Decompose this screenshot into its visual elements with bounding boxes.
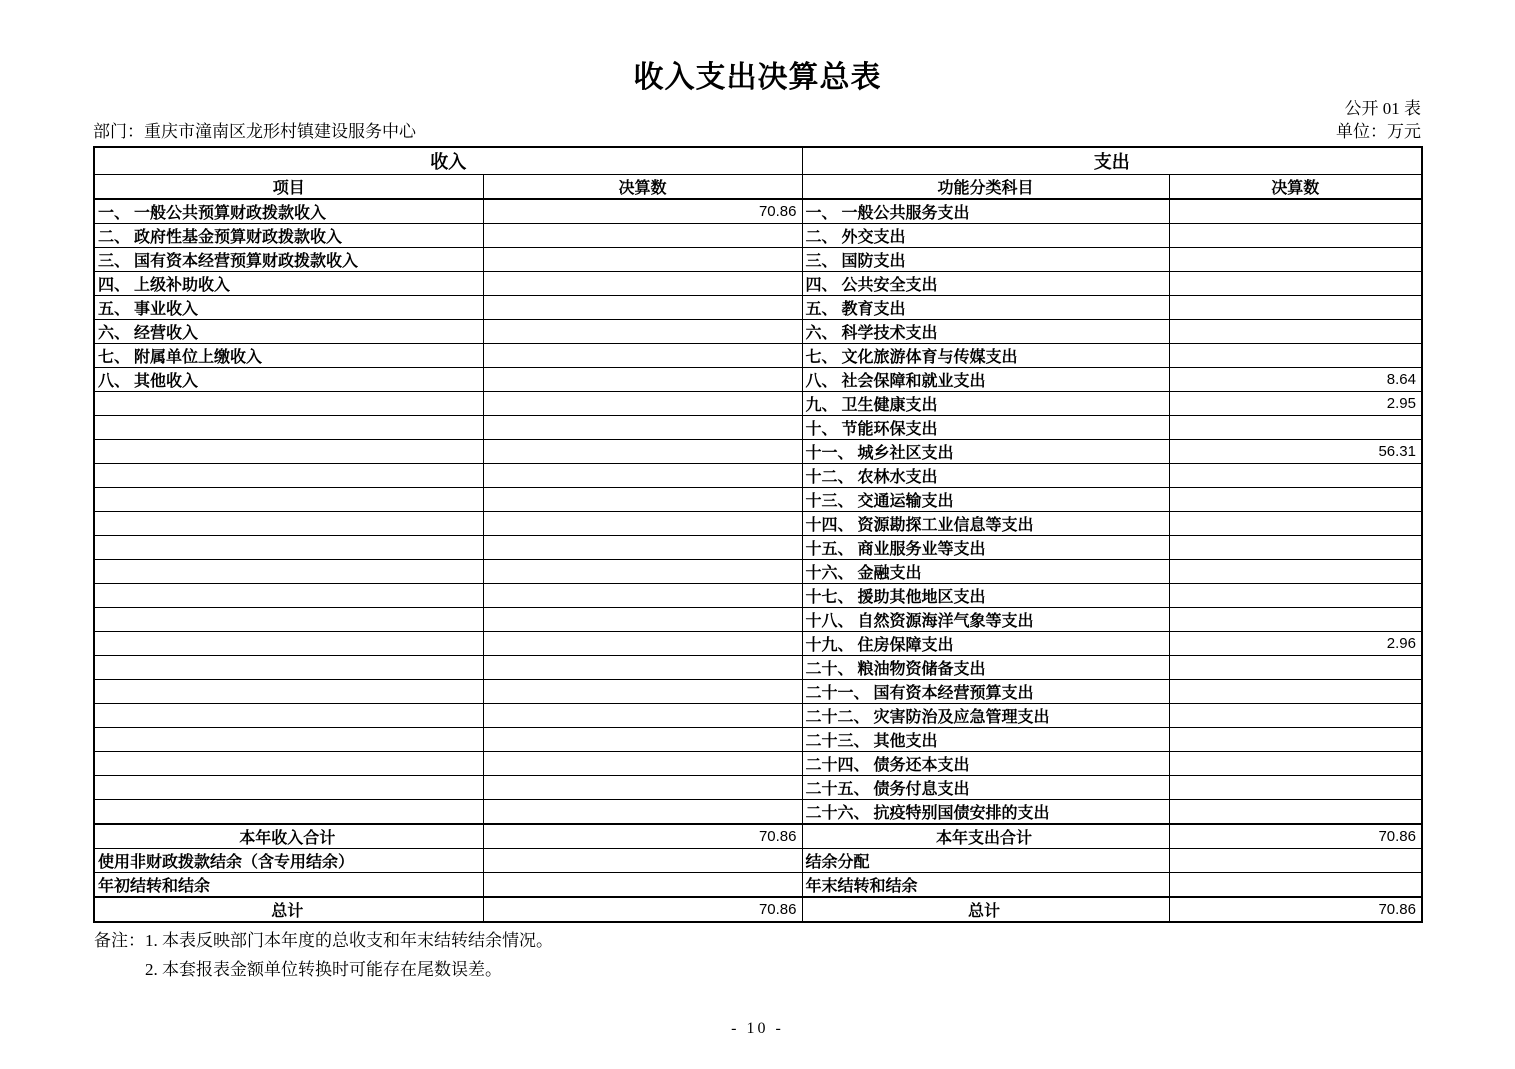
- income-amount-cell: [483, 320, 802, 344]
- income-item-cell: [94, 584, 483, 608]
- table-row: [94, 776, 1422, 800]
- expenditure-item-cell: 十九、 住房保障支出: [802, 632, 1169, 656]
- income-item-cell: [94, 752, 483, 776]
- expenditure-item-cell: 二十、 粮油物资储备支出: [802, 656, 1169, 680]
- expenditure-item-cell: 十七、 援助其他地区支出: [802, 584, 1169, 608]
- expenditure-amount-cell: [1169, 584, 1422, 608]
- expenditure-amount-cell: 70.86: [1169, 897, 1422, 922]
- expenditure-amount-cell: [1169, 728, 1422, 752]
- expenditure-item-cell: 结余分配: [802, 849, 1169, 873]
- expenditure-item-cell: 十五、 商业服务业等支出: [802, 536, 1169, 560]
- expenditure-item-cell: 十三、 交通运输支出: [802, 488, 1169, 512]
- expenditure-amount-cell: [1169, 680, 1422, 704]
- income-item-cell: [94, 608, 483, 632]
- income-amount-cell: [483, 512, 802, 536]
- income-amount-cell: [483, 728, 802, 752]
- page-number: - 10 -: [731, 1020, 784, 1037]
- expenditure-amount-cell: [1169, 512, 1422, 536]
- income-item-cell: 七、 附属单位上缴收入: [94, 344, 483, 368]
- expenditure-item-cell: 十八、 自然资源海洋气象等支出: [802, 608, 1169, 632]
- income-item-cell: [94, 800, 483, 825]
- income-amount-cell: [483, 680, 802, 704]
- expenditure-item-cell: 十、 节能环保支出: [802, 416, 1169, 440]
- expenditure-amount-cell: [1169, 536, 1422, 560]
- income-item-cell: 六、 经营收入: [94, 320, 483, 344]
- expenditure-item-cell: 四、 公共安全支出: [802, 272, 1169, 296]
- expenditure-item-cell: 二十二、 灾害防治及应急管理支出: [802, 704, 1169, 728]
- table-row: [94, 728, 1422, 752]
- table-row: [94, 488, 1422, 512]
- income-item-cell: [94, 728, 483, 752]
- expenditure-item-cell: 八、 社会保障和就业支出: [802, 368, 1169, 392]
- table-row: [94, 849, 1422, 873]
- income-amount-cell: 70.86: [483, 824, 802, 849]
- income-amount-cell: [483, 224, 802, 248]
- expenditure-item-cell: 六、 科学技术支出: [802, 320, 1169, 344]
- income-amount-cell: [483, 488, 802, 512]
- expenditure-amount-cell: 56.31: [1169, 440, 1422, 464]
- table-row: [94, 464, 1422, 488]
- expenditure-item-cell: 年末结转和结余: [802, 873, 1169, 898]
- expenditure-amount-cell: [1169, 199, 1422, 224]
- income-amount-cell: [483, 776, 802, 800]
- expenditure-item-cell: 十四、 资源勘探工业信息等支出: [802, 512, 1169, 536]
- income-item-cell: 三、 国有资本经营预算财政拨款收入: [94, 248, 483, 272]
- income-amount-cell: 70.86: [483, 897, 802, 922]
- table-row: [94, 608, 1422, 632]
- income-item-cell: 使用非财政拨款结余（含专用结余）: [94, 849, 483, 873]
- income-group-header: 收入: [94, 147, 802, 175]
- expenditure-item-cell: 十二、 农林水支出: [802, 464, 1169, 488]
- table-row: [94, 224, 1422, 248]
- table-code: 公开 01 表: [1344, 99, 1421, 118]
- department-label: 部门：重庆市潼南区龙形村镇建设服务中心: [93, 122, 416, 141]
- expenditure-amount-cell: [1169, 488, 1422, 512]
- note-line: 2. 本套报表金额单位转换时可能存在尾数误差。: [145, 960, 502, 979]
- table-row: [94, 656, 1422, 680]
- expenditure-item-cell: 七、 文化旅游体育与传媒支出: [802, 344, 1169, 368]
- table-row: [94, 344, 1422, 368]
- income-amount-cell: [483, 296, 802, 320]
- income-item-cell: 四、 上级补助收入: [94, 272, 483, 296]
- expenditure-item-cell: 十六、 金融支出: [802, 560, 1169, 584]
- expenditure-item-cell: 总计: [802, 897, 1169, 922]
- expenditure-item-header: 功能分类科目: [802, 175, 1169, 200]
- income-amount-cell: [483, 248, 802, 272]
- expenditure-amount-cell: [1169, 776, 1422, 800]
- note-line: 1. 本表反映部门本年度的总收支和年末结转结余情况。: [145, 931, 553, 950]
- expenditure-amount-cell: [1169, 849, 1422, 873]
- expenditure-item-cell: 二十一、 国有资本经营预算支出: [802, 680, 1169, 704]
- income-amount-cell: [483, 632, 802, 656]
- income-amount-cell: [483, 608, 802, 632]
- income-amount-cell: [483, 536, 802, 560]
- expenditure-group-header: 支出: [802, 147, 1422, 175]
- notes: [94, 926, 553, 984]
- table-row: [94, 632, 1422, 656]
- table-row: [94, 584, 1422, 608]
- expenditure-amount-cell: 2.96: [1169, 632, 1422, 656]
- income-item-cell: [94, 488, 483, 512]
- expenditure-item-cell: 二十三、 其他支出: [802, 728, 1169, 752]
- income-item-cell: 二、 政府性基金预算财政拨款收入: [94, 224, 483, 248]
- expenditure-item-cell: 二十六、 抗疫特别国债安排的支出: [802, 800, 1169, 825]
- income-item-cell: 本年收入合计: [94, 824, 483, 849]
- expenditure-amount-cell: [1169, 344, 1422, 368]
- expenditure-item-cell: 九、 卫生健康支出: [802, 392, 1169, 416]
- expenditure-amount-cell: [1169, 224, 1422, 248]
- expenditure-amount-cell: [1169, 560, 1422, 584]
- income-amount-cell: [483, 849, 802, 873]
- income-amount-cell: [483, 704, 802, 728]
- expenditure-amount-cell: 8.64: [1169, 368, 1422, 392]
- income-amount-cell: [483, 416, 802, 440]
- income-amount-cell: [483, 560, 802, 584]
- income-amount-cell: 70.86: [483, 199, 802, 224]
- unit-label: 单位：万元: [1336, 122, 1421, 141]
- expenditure-amount-cell: [1169, 752, 1422, 776]
- table-row: [94, 440, 1422, 464]
- income-item-cell: [94, 416, 483, 440]
- income-item-cell: [94, 704, 483, 728]
- income-item-header: 项目: [94, 175, 483, 200]
- expenditure-item-cell: 二十四、 债务还本支出: [802, 752, 1169, 776]
- expenditure-amount-header: 决算数: [1169, 175, 1422, 200]
- income-item-cell: [94, 632, 483, 656]
- income-amount-cell: [483, 873, 802, 898]
- income-amount-cell: [483, 752, 802, 776]
- expenditure-amount-cell: [1169, 272, 1422, 296]
- expenditure-item-cell: 二十五、 债务付息支出: [802, 776, 1169, 800]
- table-row: [94, 512, 1422, 536]
- table-row: [94, 752, 1422, 776]
- expenditure-item-cell: 本年支出合计: [802, 824, 1169, 849]
- expenditure-amount-cell: [1169, 800, 1422, 825]
- page-title: 收入支出决算总表: [633, 61, 882, 94]
- income-item-cell: [94, 680, 483, 704]
- income-amount-cell: [483, 464, 802, 488]
- table-row: [94, 560, 1422, 584]
- column-header-row: [94, 175, 1422, 200]
- income-amount-header: 决算数: [483, 175, 802, 200]
- expenditure-amount-cell: [1169, 608, 1422, 632]
- income-item-cell: [94, 512, 483, 536]
- income-amount-cell: [483, 440, 802, 464]
- meta-row: [93, 117, 1421, 142]
- expenditure-item-cell: 五、 教育支出: [802, 296, 1169, 320]
- table-body: [94, 199, 1422, 922]
- income-amount-cell: [483, 584, 802, 608]
- expenditure-item-cell: 一、 一般公共服务支出: [802, 199, 1169, 224]
- expenditure-amount-cell: [1169, 656, 1422, 680]
- income-item-cell: [94, 440, 483, 464]
- table-row: [94, 704, 1422, 728]
- expenditure-amount-cell: 2.95: [1169, 392, 1422, 416]
- table-row: [94, 800, 1422, 825]
- expenditure-amount-cell: [1169, 296, 1422, 320]
- expenditure-amount-cell: [1169, 248, 1422, 272]
- income-item-cell: 五、 事业收入: [94, 296, 483, 320]
- summary-table: [93, 146, 1423, 923]
- table-row: [94, 296, 1422, 320]
- group-header-row: [94, 147, 1422, 175]
- expenditure-amount-cell: [1169, 704, 1422, 728]
- expenditure-item-cell: 二、 外交支出: [802, 224, 1169, 248]
- expenditure-amount-cell: 70.86: [1169, 824, 1422, 849]
- income-item-cell: [94, 536, 483, 560]
- expenditure-amount-cell: [1169, 320, 1422, 344]
- table-row: [94, 536, 1422, 560]
- income-amount-cell: [483, 392, 802, 416]
- table-row: [94, 392, 1422, 416]
- expenditure-amount-cell: [1169, 416, 1422, 440]
- table-row: [94, 272, 1422, 296]
- income-amount-cell: [483, 344, 802, 368]
- income-amount-cell: [483, 656, 802, 680]
- expenditure-amount-cell: [1169, 873, 1422, 898]
- table-row: [94, 248, 1422, 272]
- income-item-cell: 年初结转和结余: [94, 873, 483, 898]
- table-row: [94, 199, 1422, 224]
- income-item-cell: [94, 560, 483, 584]
- income-item-cell: [94, 392, 483, 416]
- table-row: [94, 824, 1422, 849]
- table-row: [94, 873, 1422, 898]
- table-row: [94, 368, 1422, 392]
- income-item-cell: 八、 其他收入: [94, 368, 483, 392]
- expenditure-item-cell: 十一、 城乡社区支出: [802, 440, 1169, 464]
- table-row: [94, 320, 1422, 344]
- expenditure-amount-cell: [1169, 464, 1422, 488]
- income-amount-cell: [483, 800, 802, 825]
- expenditure-item-cell: 三、 国防支出: [802, 248, 1169, 272]
- table-row: [94, 416, 1422, 440]
- income-item-cell: [94, 464, 483, 488]
- income-item-cell: [94, 776, 483, 800]
- income-item-cell: [94, 656, 483, 680]
- income-item-cell: 总计: [94, 897, 483, 922]
- table-row: [94, 680, 1422, 704]
- table-row: [94, 897, 1422, 922]
- notes-label: 备注：: [94, 931, 145, 950]
- income-amount-cell: [483, 368, 802, 392]
- income-item-cell: 一、 一般公共预算财政拨款收入: [94, 199, 483, 224]
- income-amount-cell: [483, 272, 802, 296]
